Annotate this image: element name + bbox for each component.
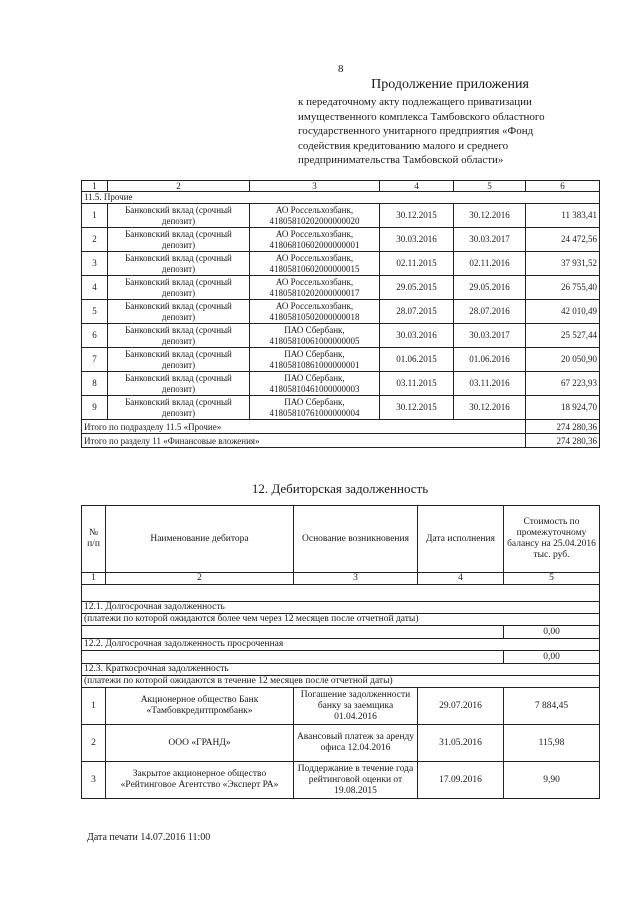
deposit-name: Банковский вклад (срочный депозит): [108, 204, 250, 228]
bank-name: ПАО Сбербанк,: [284, 396, 345, 407]
appendix-subtitle-line: имущественного комплекса Тамбовского областного: [298, 110, 545, 123]
start-date: 02.11.2015: [380, 252, 454, 276]
end-date: 29.05.2016: [454, 276, 526, 300]
amount: 20 050,90: [526, 348, 600, 372]
header-num: № п/п: [82, 506, 106, 573]
deposit-name: Банковский вклад (срочный депозит): [108, 324, 250, 348]
total-value: 274 280,36: [526, 434, 600, 448]
row-number: 8: [82, 372, 108, 396]
header-basis: Основание возникновения: [294, 506, 418, 573]
appendix-subtitle-line: государственного унитарного предприятия «Фонд: [298, 125, 534, 137]
account-number: 41805810202000000017: [269, 287, 360, 298]
table-row: [82, 396, 600, 420]
row-number: 6: [82, 324, 108, 348]
column-number-row: [82, 181, 600, 192]
column-number: 6: [526, 181, 600, 192]
financial-investments-table-body: [82, 181, 600, 448]
table-header-row: [82, 506, 600, 573]
bank-cell: [250, 204, 380, 228]
row-number: 7: [82, 348, 108, 372]
column-number: 3: [294, 573, 418, 585]
account-number: 41805810861000000001: [269, 359, 360, 370]
bank-cell: [250, 372, 380, 396]
overdue-title-row: [82, 639, 600, 651]
row-number: 3: [82, 762, 106, 799]
row-number: 2: [82, 725, 106, 762]
amount: 24 472,56: [526, 228, 600, 252]
header-date: Дата исполнения: [418, 506, 504, 573]
balance-value: 7 884,45: [504, 688, 600, 725]
long-term-note-row: [82, 614, 600, 626]
amount: 26 755,40: [526, 276, 600, 300]
row-number: 1: [82, 204, 108, 228]
table-row: [82, 324, 600, 348]
appendix-subtitle-line: предпринимательства Тамбовской области»: [298, 154, 504, 166]
subtotal-value: 274 280,36: [526, 420, 600, 434]
spacer-row: [82, 585, 600, 602]
amount: 18 924,70: [526, 396, 600, 420]
end-date: 01.06.2016: [454, 348, 526, 372]
start-date: 30.12.2015: [380, 396, 454, 420]
empty-cell: [82, 626, 504, 639]
deposit-name: Банковский вклад (срочный депозит): [108, 348, 250, 372]
bank-name: АО Россельхозбанк,: [275, 204, 354, 215]
appendix-subtitle-line: к передаточному акту подлежащего приватизации: [298, 96, 532, 108]
print-date: Дата печати 14.07.2016 11:00: [87, 832, 211, 843]
header-debtor: Наименование дебитора: [106, 506, 294, 573]
short-term-note-row: [82, 676, 600, 688]
empty-cell: [82, 651, 504, 664]
start-date: 29.05.2015: [380, 276, 454, 300]
bank-name: ПАО Сбербанк,: [284, 372, 345, 383]
bank-name: АО Россельхозбанк,: [275, 228, 354, 239]
bank-name: ПАО Сбербанк,: [284, 324, 345, 335]
receivables-table-body: [82, 506, 600, 688]
row-number: 9: [82, 396, 108, 420]
start-date: 28.07.2015: [380, 300, 454, 324]
column-number: 2: [106, 573, 294, 585]
column-number: 2: [108, 181, 250, 192]
section-label: 11.5. Прочие: [82, 192, 600, 204]
column-number: 3: [250, 181, 380, 192]
short-term-title-row: [82, 664, 600, 676]
table-row: [82, 204, 600, 228]
account-number: 41805810202000000020: [269, 215, 360, 226]
account-number: 41805810761000000004: [269, 407, 360, 418]
balance-value: 115,98: [504, 725, 600, 762]
row-number: 3: [82, 252, 108, 276]
due-date: 31.05.2016: [418, 725, 504, 762]
bank-cell: [250, 348, 380, 372]
appendix-subtitle: [298, 95, 598, 168]
column-number: 5: [504, 573, 600, 585]
bank-name: АО Россельхозбанк,: [275, 300, 354, 311]
table-row: [82, 688, 600, 725]
table-row: [82, 276, 600, 300]
receivables-table: [81, 505, 600, 799]
column-number: 4: [418, 573, 504, 585]
total-label: Итого по разделу 11 «Финансовые вложения»: [82, 434, 526, 448]
page-number: 8: [338, 63, 344, 75]
deposit-name: Банковский вклад (срочный депозит): [108, 228, 250, 252]
short-term-title: 12.3. Краткосрочная задолженность: [82, 664, 600, 676]
row-number: 5: [82, 300, 108, 324]
bank-cell: [250, 396, 380, 420]
long-term-title-row: [82, 602, 600, 614]
bank-name: ПАО Сбербанк,: [284, 348, 345, 359]
amount: 37 931,52: [526, 252, 600, 276]
end-date: 02.11.2016: [454, 252, 526, 276]
row-number: 2: [82, 228, 108, 252]
debtor-name: ООО «ГРАНД»: [106, 725, 294, 762]
receivables-rows: [82, 688, 600, 799]
end-date: 30.03.2017: [454, 228, 526, 252]
financial-investments-table: [81, 180, 600, 448]
amount: 67 223,93: [526, 372, 600, 396]
bank-cell: [250, 252, 380, 276]
account-number: 41806810602000000001: [269, 239, 360, 250]
start-date: 03.11.2015: [380, 372, 454, 396]
table-row: [82, 762, 600, 799]
row-number: 4: [82, 276, 108, 300]
end-date: 30.03.2017: [454, 324, 526, 348]
column-number: 5: [454, 181, 526, 192]
deposit-name: Банковский вклад (срочный депозит): [108, 300, 250, 324]
deposit-name: Банковский вклад (срочный депозит): [108, 372, 250, 396]
bank-cell: [250, 276, 380, 300]
bank-cell: [250, 324, 380, 348]
section-12-title: 12. Дебиторская задолженность: [251, 481, 429, 496]
bank-name: АО Россельхозбанк,: [275, 252, 354, 263]
account-number: 41805810502000000018: [269, 311, 360, 322]
debtor-name: Акционерное общество Банк «Тамбовкредитпромбанк»: [106, 688, 294, 725]
subtotal-label: Итого по подразделу 11.5 «Прочие»: [82, 420, 526, 434]
long-term-value: 0,00: [504, 626, 600, 639]
amount: 11 383,41: [526, 204, 600, 228]
appendix-title: Продолжение приложения: [371, 77, 529, 92]
basis: Авансовый платеж за аренду офиса 12.04.2016: [294, 725, 418, 762]
basis: Погашение задолженности банку за заемщика 01.04.2016: [294, 688, 418, 725]
bank-name: АО Россельхозбанк,: [275, 276, 354, 287]
bank-cell: [250, 300, 380, 324]
overdue-value: 0,00: [504, 651, 600, 664]
account-number: 41805810602000000015: [269, 263, 360, 274]
debtor-name: Закрытое акционерное общество «Рейтинговое Агентство «Эксперт РА»: [106, 762, 294, 799]
short-term-note: (платежи по которой ожидаются в течение 12 месяцев после отчетной даты): [82, 676, 600, 688]
bank-cell: [250, 228, 380, 252]
table-row: [82, 372, 600, 396]
end-date: 30.12.2016: [454, 396, 526, 420]
section-label-row: [82, 192, 600, 204]
column-number-row: [82, 573, 600, 585]
basis: Поддержание в течение года рейтинговой оценки от 19.08.2015: [294, 762, 418, 799]
header-value: Стоимость по промежуточному балансу на 25.04.2016 тыс. руб.: [504, 506, 600, 573]
end-date: 30.12.2016: [454, 204, 526, 228]
deposit-name: Банковский вклад (срочный депозит): [108, 276, 250, 300]
long-term-title: 12.1. Долгосрочная задолженность: [82, 602, 600, 614]
overdue-value-row: [82, 651, 600, 664]
column-number: 1: [82, 573, 106, 585]
deposit-name: Банковский вклад (срочный депозит): [108, 396, 250, 420]
table-row: [82, 725, 600, 762]
long-term-value-row: [82, 626, 600, 639]
balance-value: 9,90: [504, 762, 600, 799]
end-date: 03.11.2016: [454, 372, 526, 396]
deposit-name: Банковский вклад (срочный депозит): [108, 252, 250, 276]
appendix-subtitle-line: содействия кредитованию малого и среднего: [298, 139, 509, 152]
account-number: 41805810461000000003: [269, 383, 360, 394]
row-number: 1: [82, 688, 106, 725]
due-date: 29.07.2016: [418, 688, 504, 725]
table-row: [82, 252, 600, 276]
account-number: 41805810061000000005: [269, 335, 360, 346]
table-row: [82, 348, 600, 372]
due-date: 17.09.2016: [418, 762, 504, 799]
column-number: 1: [82, 181, 108, 192]
table-row: [82, 228, 600, 252]
column-number: 4: [380, 181, 454, 192]
table-row: [82, 300, 600, 324]
total-row: [82, 434, 600, 448]
overdue-title: 12.2. Долгосрочная задолженность просроченная: [82, 639, 600, 651]
long-term-note: (платежи по которой ожидаются более чем через 12 месяцев после отчетной даты): [82, 614, 600, 626]
start-date: 30.03.2016: [380, 228, 454, 252]
end-date: 28.07.2016: [454, 300, 526, 324]
start-date: 30.12.2015: [380, 204, 454, 228]
start-date: 01.06.2015: [380, 348, 454, 372]
start-date: 30.03.2016: [380, 324, 454, 348]
subtotal-row: [82, 420, 600, 434]
amount: 25 527,44: [526, 324, 600, 348]
amount: 42 010,49: [526, 300, 600, 324]
